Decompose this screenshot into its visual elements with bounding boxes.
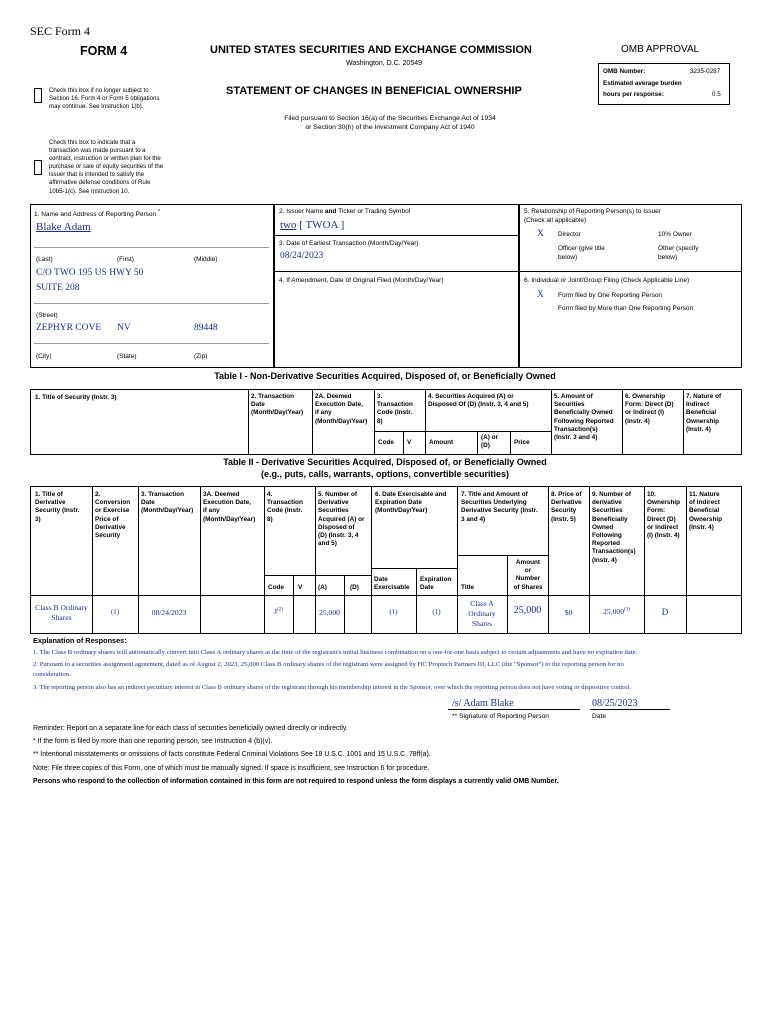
director-mark[interactable]: X xyxy=(537,229,544,239)
footnote-3: 3. The reporting person also has an indirect pecuniary interest in Class B ordinary shares of the registrant through his membership interest in the Sponsor, over which the reporting person does not have voting or dispositive control. xyxy=(33,684,632,691)
t2-col-line xyxy=(686,486,687,633)
issuer-divider-2 xyxy=(274,271,518,272)
statement-title: STATEMENT OF CHANGES IN BENEFICIAL OWNERSHIP xyxy=(226,85,522,97)
rule-10b5-1-text: Check this box to indicate that a transaction was made pursuant to a contract, instruction or written plan for the purchase or sale of equity securities of the issuer that is intended to satisfy the affirmative defense conditions of Rule 10b5-1(c). See Instruction 10. xyxy=(49,139,164,195)
t1-col-line xyxy=(374,389,375,454)
note-copies: Note: File three copies of this Form, one of which must be manually signed. If space is insufficient, see Instruction 6 for procedure. xyxy=(33,765,430,772)
t2-row-owned-value: 25,000 xyxy=(603,607,625,616)
city-value: ZEPHYR COVE xyxy=(36,323,102,333)
t2-header-ownership-form: 10. Ownership Form: Direct (D) or Indirect (I) (Instr. 4) xyxy=(647,491,681,540)
city-label: (City) xyxy=(36,353,52,360)
t2-row-conversion: (1) xyxy=(110,608,120,616)
note-reminder: Reminder: Report on a separate line for each class of securities beneficially owned directly or indirectly. xyxy=(33,725,348,732)
omb-burden-value: 0.5 xyxy=(712,91,721,98)
issuer-name-link[interactable]: two xyxy=(280,219,297,231)
ten-percent-owner-label: 10% Owner xyxy=(658,231,692,238)
t1-col-line xyxy=(425,389,426,454)
t1-col-line xyxy=(510,431,511,454)
amendment-label: 4. If Amendment, Date of Original Filed (Month/Day/Year) xyxy=(279,277,444,284)
issuer-name-ticker xyxy=(280,219,344,231)
issuer-label-post: Ticker or Trading Symbol xyxy=(336,208,411,215)
no-longer-subject-checkbox[interactable] xyxy=(34,88,42,103)
reporting-person-label xyxy=(34,209,160,218)
signature-date: 08/25/2023 xyxy=(592,698,638,709)
state-label: (State) xyxy=(117,353,137,360)
reporting-person-asterisk: * xyxy=(157,209,161,215)
t1-col-line xyxy=(248,389,249,454)
omb-burden-label-1: Estimated average burden xyxy=(603,80,682,87)
earliest-date-value: 08/24/2023 xyxy=(280,251,324,261)
t2-col-line xyxy=(416,568,417,633)
address-line-1: C/O TWO 195 US HWY 50 xyxy=(36,268,144,278)
footnote-1: 1. The Class B ordinary shares will automatically convert into Class A ordinary shares at the time of the registrant's initial business combination on a one-for-one basis subject to certain adjustments and have no expiration date. xyxy=(33,649,638,656)
t1-col-line xyxy=(622,389,623,454)
t2-header-date: 3. Transaction Date (Month/Day/Year) xyxy=(141,491,194,515)
t2-row-owned-footnote[interactable]: (3) xyxy=(624,607,630,613)
issuer-divider-1 xyxy=(274,235,518,236)
t1-col-line xyxy=(551,389,552,454)
t2-header-conversion: 2. Conversion or Exercise Price of Derivative Security xyxy=(95,491,131,540)
t2-row-underlying-title: Class A Ordinary Shares xyxy=(468,599,496,628)
address-divider xyxy=(34,303,269,304)
t2-row-code-value: J xyxy=(274,607,278,616)
t2-row-underlying-amount: 25,000 xyxy=(513,605,542,616)
name-divider xyxy=(34,247,269,248)
t2-subheader-line xyxy=(457,555,549,556)
table-2-title-line-2: (e.g., puts, calls, warrants, options, convertible securities) xyxy=(260,468,510,479)
t1-header-nature: 7. Nature of Indirect Beneficial Ownership (Instr. 4) xyxy=(686,393,722,433)
issuer-label-pre: 2. Issuer Name xyxy=(279,208,325,215)
city-divider xyxy=(34,343,269,344)
relationship-divider xyxy=(519,271,741,272)
filed-pursuant-line-1: Filed pursuant to Section 16(a) of the Securities Exchange Act of 1934 xyxy=(284,115,496,122)
one-person-label: Form filed by One Reporting Person xyxy=(558,292,663,299)
table-1-title: Table I - Non-Derivative Securities Acquired, Disposed of, or Beneficially Owned xyxy=(214,371,556,381)
t1-header-title: 1. Title of Security (Instr. 3) xyxy=(35,394,117,401)
issuer-label xyxy=(279,208,410,215)
t1-col-line xyxy=(403,431,404,454)
t1-sub-price: Price xyxy=(514,439,530,446)
signature-date-label: Date xyxy=(592,713,607,720)
reporting-person-label-text: 1. Name and Address of Reporting Person xyxy=(34,211,157,219)
omb-number-label: OMB Number: xyxy=(603,68,646,75)
t1-col-line xyxy=(312,389,313,454)
address-line-2: SUITE 208 xyxy=(36,283,80,293)
t2-row-code-footnote[interactable]: (2) xyxy=(277,607,283,613)
t2-header-number: 5. Number of Derivative Securities Acquired (A) or Disposed of (D) (Instr. 3, 4 and 5) xyxy=(318,491,365,548)
t2-header-owned: 9. Number of derivative Securities Beneficially Owned Following Reported Transaction(s) (Instr. 4) xyxy=(592,491,636,564)
street-label: (Street) xyxy=(36,312,58,319)
t2-col-line xyxy=(293,575,294,633)
note-misstatements: ** Intentional misstatements or omissions of facts constitute Federal Criminal Violations See 18 U.S.C. 1001 and 15 U.S.C. 78ff(a). xyxy=(33,751,431,758)
t2-header-bottom-line xyxy=(30,595,741,596)
t1-sub-amount: Amount xyxy=(429,439,454,446)
t2-row-code xyxy=(264,607,293,616)
t1-col-line xyxy=(477,431,478,454)
one-person-mark[interactable]: X xyxy=(537,290,544,300)
t2-row-owned xyxy=(589,607,644,616)
t2-header-code: 4. Transaction Code (Instr. 8) xyxy=(267,491,303,523)
filed-pursuant xyxy=(240,115,540,132)
t1-subheader-line xyxy=(374,431,552,432)
t2-sub-title: Title xyxy=(461,584,475,591)
t2-row-date: 08/24/2023 xyxy=(151,608,187,617)
note-multiple-persons: * If the form is filed by more than one reporting person, see Instruction 4 (b)(v). xyxy=(33,738,273,745)
t2-header-deemed: 3A. Deemed Execution Date, if any (Month/Day/Year) xyxy=(203,491,256,523)
form-title: FORM 4 xyxy=(80,44,128,58)
zip-label: (Zip) xyxy=(194,353,208,360)
relationship-label: 5. Relationship of Reporting Person(s) to Issuer (Check all applicable) xyxy=(524,208,661,224)
t1-sub-code: Code xyxy=(378,439,394,446)
t2-sub-expiration-date: Expiration Date xyxy=(420,576,452,592)
note-omb: Persons who respond to the collection of information contained in this form are not required to respond unless the form displays a currently valid OMB Number. xyxy=(33,778,559,785)
director-label: Director xyxy=(558,231,581,238)
t1-sub-v: V xyxy=(407,439,412,446)
t1-header-ownership-form: 6. Ownership Form: Direct (D) or Indirect (I) (Instr. 4) xyxy=(625,393,674,425)
t1-header-securities: 4. Securities Acquired (A) or Disposed Of (D) (Instr. 3, 4 and 5) xyxy=(428,393,529,409)
earliest-date-label: 3. Date of Earliest Transaction (Month/Day/Year) xyxy=(279,240,419,247)
t2-row-date-exercisable: (1) xyxy=(389,608,398,616)
reporting-person-name[interactable]: Blake Adam xyxy=(36,221,91,233)
t2-header-exercisable: 6. Date Exercisable and Expiration Date (Month/Day/Year) xyxy=(375,491,447,515)
signature-line xyxy=(448,709,580,710)
table-2-title xyxy=(30,457,740,480)
t2-row-title: Class B Ordinary Shares xyxy=(35,603,88,622)
t1-sub-a-or-d: (A) or (D) xyxy=(481,434,499,450)
no-longer-subject-text: Check this box if no longer subject to Section 16. Form 4 or Form 5 obligations may continue. See Instruction 1(b). xyxy=(49,87,160,110)
other-label: Other (specify below) xyxy=(658,245,699,261)
t2-header-nature: 11. Nature of Indirect Beneficial Ownership (Instr. 4) xyxy=(689,491,723,531)
footnote-2: 2. Pursuant to a securities assignment agreement, dated as of August 2, 2023, 25,000 Class B ordinary shares of the registrant were assigned by HC Proptech Partners III, LLC (the "Sponsor") to the reporting person for no consideration. xyxy=(33,661,624,678)
first-label: (First) xyxy=(117,256,134,263)
zip-value: 89448 xyxy=(194,323,218,333)
t2-col-line xyxy=(344,575,345,633)
t2-header-underlying: 7. Title and Amount of Securities Underlying Derivative Security (Instr. 3 and 4) xyxy=(461,491,538,523)
signature-date-line xyxy=(590,709,670,710)
t2-row-price: $0 xyxy=(564,608,573,617)
omb-burden-label-2: hours per response: xyxy=(603,91,664,98)
t2-subheader-line xyxy=(264,575,316,576)
filing-label: 6. Individual or Joint/Group Filing (Check Applicable Line) xyxy=(524,277,690,284)
more-persons-label: Form filed by More than One Reporting Person xyxy=(558,305,694,312)
last-label: (Last) xyxy=(36,256,53,263)
explanation-title: Explanation of Responses: xyxy=(33,636,127,645)
t2-header-price: 8. Price of Derivative Security (Instr. 5) xyxy=(551,491,582,523)
t2-sub-date-exercisable: Date Exercisable xyxy=(374,576,410,592)
filed-pursuant-line-2: or Section 30(h) of the Investment Company Act of 1940 xyxy=(305,123,475,131)
t1-header-amount-owned: 5. Amount of Securities Beneficially Owned Following Reported Transaction(s) (Instr. 3 and 4) xyxy=(554,393,614,442)
t2-sub-amount-shares: Amount or Number of Shares xyxy=(513,559,543,591)
t2-sub-code: Code xyxy=(268,584,284,591)
agency-location: Washington, D.C. 20549 xyxy=(346,60,423,67)
officer-label: Officer (give title below) xyxy=(558,245,605,261)
t1-col-line xyxy=(683,389,684,454)
signature-label: ** Signature of Reporting Person xyxy=(452,713,550,720)
omb-number-value: 3235-0287 xyxy=(690,68,721,75)
t2-row-a: 25,000 xyxy=(319,608,340,617)
t1-header-date: 2. Transaction Date (Month/Day/Year) xyxy=(251,393,304,417)
omb-approval-title: OMB APPROVAL xyxy=(621,44,700,55)
signature-name: /s/ Adam Blake xyxy=(452,698,514,709)
state-value: NV xyxy=(117,323,131,333)
t2-subheader-line xyxy=(371,568,458,569)
form-top-label: SEC Form 4 xyxy=(30,24,91,38)
t2-sub-v: V xyxy=(298,584,303,591)
t2-sub-d: (D) xyxy=(350,584,359,591)
t2-col-line xyxy=(200,486,201,633)
middle-label: (Middle) xyxy=(194,256,218,263)
issuer-label-and: and xyxy=(324,208,337,215)
t2-sub-a: (A) xyxy=(318,584,327,591)
t1-header-deemed: 2A. Deemed Execution Date, if any (Month/Day/Year) xyxy=(315,393,368,425)
relationship-box xyxy=(519,204,742,368)
issuer-ticker: [ TWOA ] xyxy=(299,219,345,231)
t2-row-form: D xyxy=(661,607,669,617)
t2-row-expiration: (1) xyxy=(432,608,441,616)
rule-10b5-1-checkbox[interactable] xyxy=(34,160,42,175)
agency-name: UNITED STATES SECURITIES AND EXCHANGE COMMISSION xyxy=(210,44,532,56)
t2-header-title: 1. Title of Derivative Security (Instr. 3) xyxy=(35,491,80,523)
t1-header-code: 3. Transaction Code (Instr. 8) xyxy=(377,393,413,425)
table-2-title-line-1: Table II - Derivative Securities Acquired, Disposed of, or Beneficially Owned xyxy=(223,457,547,467)
